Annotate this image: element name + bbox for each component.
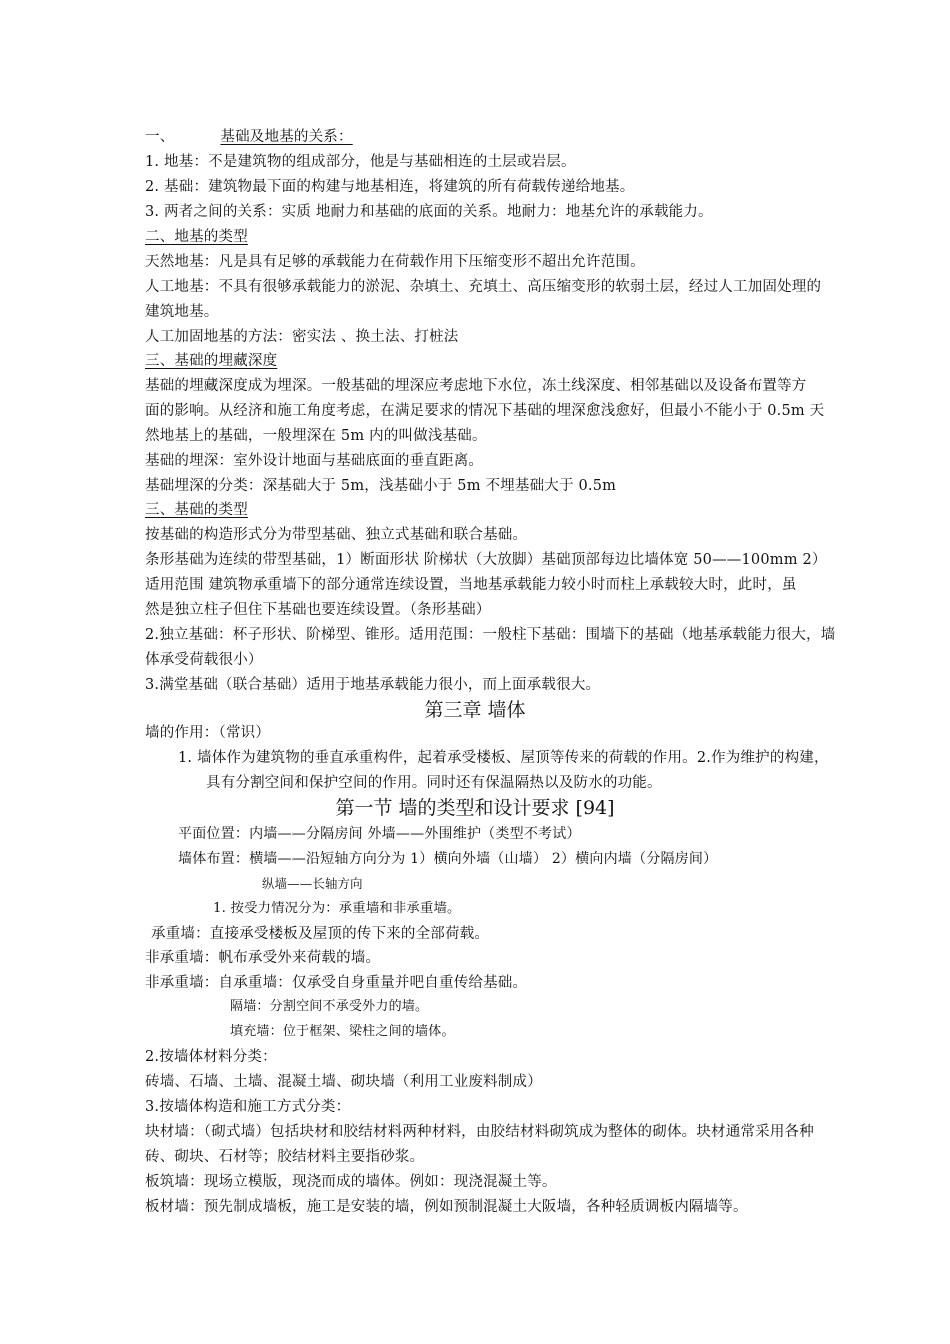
section-title: 第一节 墙的类型和设计要求 [94] xyxy=(335,797,615,819)
text-line: 1. 地基：不是建筑物的组成部分，他是与基础相连的土层或岩层。 xyxy=(145,154,576,170)
text-line: 人工地基：不具有很够承载能力的淤泥、杂填土、充填土、高压缩变形的软弱土层，经过人工加固处理的 xyxy=(145,279,822,295)
chapter-title: 第三章 墙体 xyxy=(424,699,526,721)
text-line: 块材墙：（砌式墙）包括块材和胶结材料两种材料，由胶结材料砌筑成为整体的砌体。块材通常采用各种 xyxy=(145,1124,814,1140)
text-line: 3. 两者之间的关系：实质 地耐力和基础的底面的关系。地耐力：地基允许的承载能力。 xyxy=(145,204,713,220)
text-line: 按基础的构造形式分为带型基础、独立式基础和联合基础。 xyxy=(145,527,528,543)
text-line: 砖、砌块、石材等；胶结材料主要指砂浆。 xyxy=(145,1149,425,1165)
text-line: 天然地基：凡是具有足够的承载能力在荷载作用下压缩变形不超出允许范围。 xyxy=(145,254,645,270)
text-line: 1. 墙体作为建筑物的垂直承重构件，起着承受楼板、屋顶等传来的荷载的作用。2.作为维护的构建， xyxy=(178,750,829,766)
text-line: 基础的埋藏深度成为埋深。一般基础的埋深应考虑地下水位，冻土线深度、相邻基础以及设备布置等方 xyxy=(145,378,807,394)
text-line: 纵墙——长轴方向 xyxy=(262,876,363,891)
text-line: 3.按墙体构造和施工方式分类： xyxy=(145,1099,351,1115)
text-line: 建筑地基。 xyxy=(145,304,219,320)
text-line: 填充墙：位于框架、梁柱之间的墙体。 xyxy=(230,1024,455,1039)
text-line: 2.按墙体材料分类： xyxy=(145,1049,277,1065)
text-line: 基础埋深的分类：深基础大于 5m，浅基础小于 5m 不埋基础大于 0.5m xyxy=(145,478,617,494)
text-line: 具有分割空间和保护空间的作用。同时还有保温隔热以及防水的功能。 xyxy=(206,775,662,791)
text-line: 然是独立柱子但住下基础也要连续设置。（条形基础） xyxy=(145,602,491,618)
text-line: 然地基上的基础，一般埋深在 5m 内的叫做浅基础。 xyxy=(145,428,487,444)
section-2-title: 二、地基的类型 xyxy=(145,229,248,245)
text-line: 非承重墙：自承重墙：仅承受自身重量并吧自重传给基础。 xyxy=(145,975,528,991)
text-line: 砖墙、石墙、土墙、混凝土墙、砌块墙（利用工业废料制成） xyxy=(145,1074,542,1090)
section-1-number: 一、 xyxy=(145,129,175,145)
text-line: 基础的埋深：室外设计地面与基础底面的垂直距离。 xyxy=(145,453,484,469)
text-line: 板筑墙：现场立模版，现浇而成的墙体。例如：现浇混凝土等。 xyxy=(145,1174,557,1190)
section-4-title: 三、基础的类型 xyxy=(145,502,248,518)
text-line: 面的影响。从经济和施工角度考虑，在满足要求的情况下基础的埋深愈浅愈好，但最小不能小于 0.5m 天 xyxy=(145,403,825,419)
text-line: 墙的作用：（常识） xyxy=(145,725,271,741)
text-line: 平面位置：内墙——分隔房间 外墙——外围维护（类型不考试） xyxy=(178,826,581,842)
text-line: 2. 基础：建筑物最下面的构建与地基相连，将建筑的所有荷载传递给地基。 xyxy=(145,179,635,195)
section-1-title: 基础及地基的关系： xyxy=(220,129,353,145)
text-line: 非承重墙：帆布承受外来荷载的墙。 xyxy=(145,950,381,966)
text-line: 2.独立基础：杯子形状、阶梯型、锥形。适用范围：一般柱下基础：围墙下的基础（地基承载能力很大，墙 xyxy=(145,627,836,643)
text-line: 板材墙：预先制成墙板，施工是安装的墙，例如预制混凝土大阪墙，各种轻质调板内隔墙等。 xyxy=(145,1199,748,1215)
text-line: 1. 按受力情况分为：承重墙和非承重墙。 xyxy=(213,901,461,916)
text-line: 承重墙：直接承受楼板及屋顶的传下来的全部荷载。 xyxy=(151,926,490,942)
text-line: 体承受荷载很小） xyxy=(145,652,263,668)
text-line: 适用范围 建筑物承重墙下的部分通常连续设置，当地基承载能力较小时而柱上承载较大时，此时，虽 xyxy=(145,577,797,593)
text-line: 条形基础为连续的带型基础，1）断面形状 阶梯状（大放脚）基础顶部每边比墙体宽 50——100mm 2） xyxy=(145,552,827,568)
text-line: 人工加固地基的方法：密实法 、换土法、打桩法 xyxy=(145,329,459,345)
text-line: 墙体布置：横墙——沿短轴方向分为 1）横向外墙（山墙） 2）横向内墙（分隔房间） xyxy=(178,851,718,867)
section-3-title: 三、基础的埋藏深度 xyxy=(145,353,278,369)
text-line: 3.满堂基础（联合基础）适用于地基承载能力很小，而上面承载很大。 xyxy=(145,677,601,693)
text-line: 隔墙：分割空间不承受外力的墙。 xyxy=(230,999,429,1014)
section-1-heading xyxy=(145,127,897,147)
